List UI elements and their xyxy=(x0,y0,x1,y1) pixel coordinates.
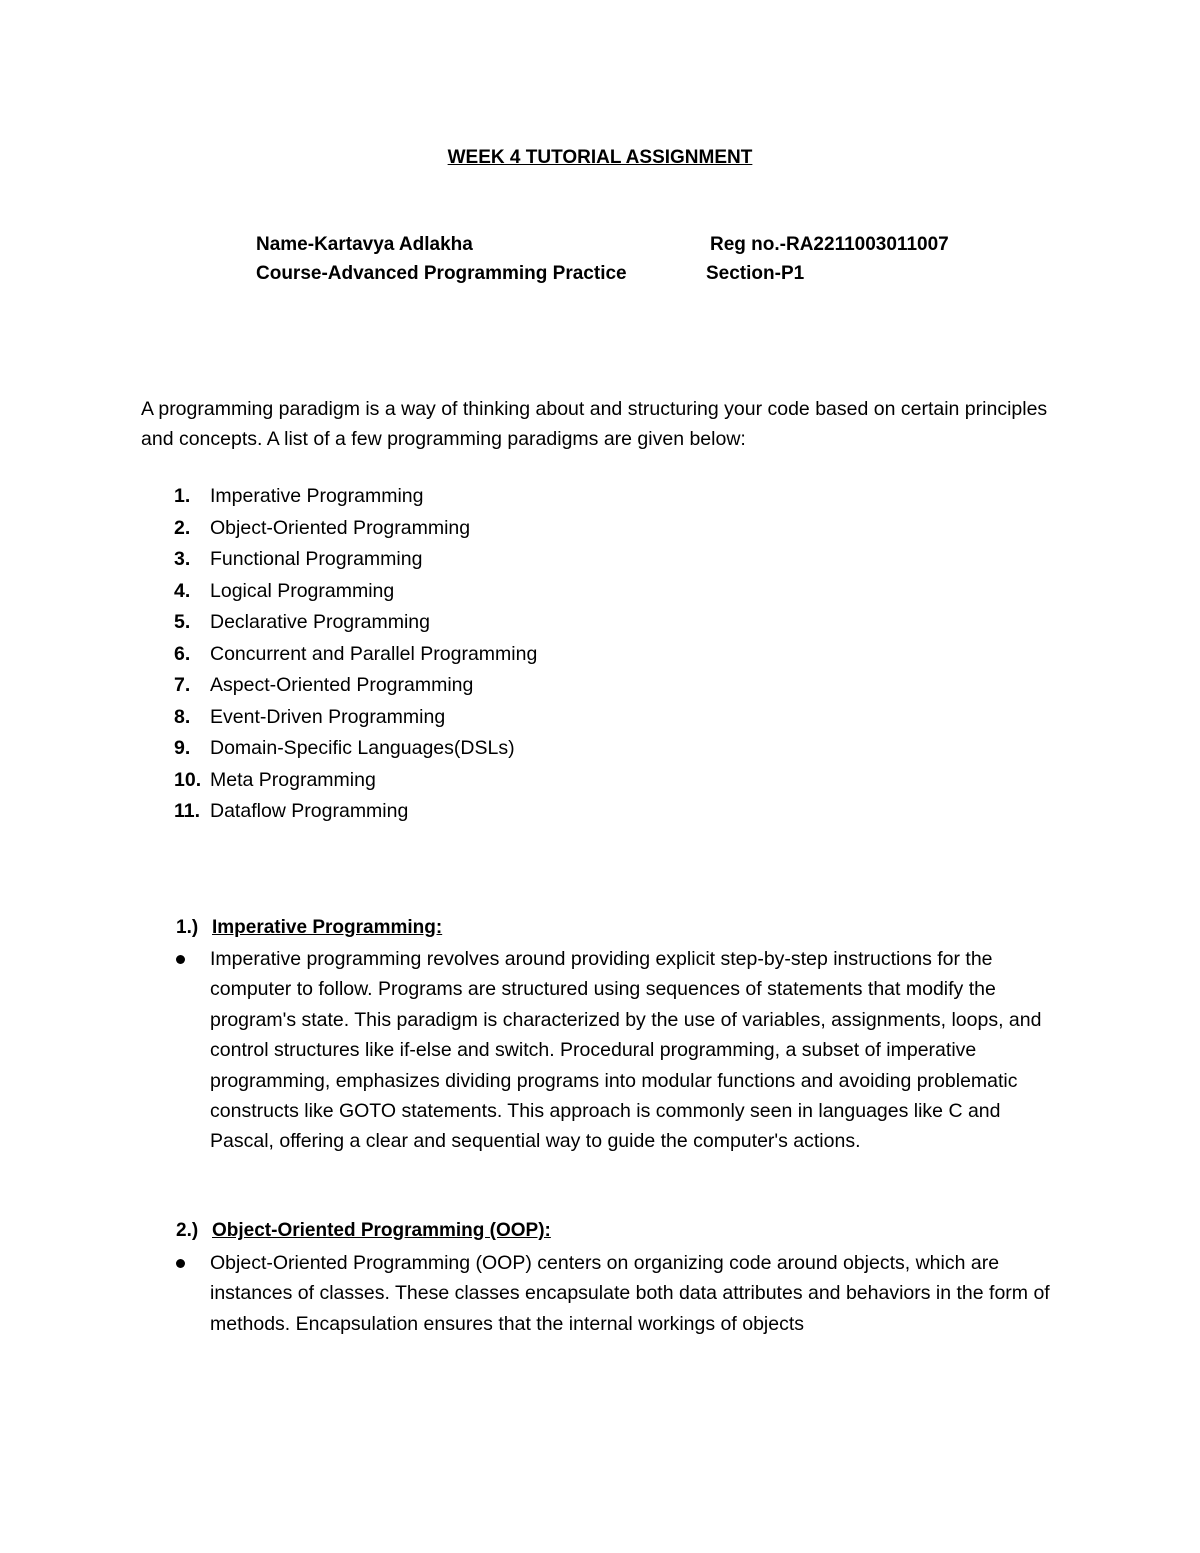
header-row-name xyxy=(256,234,949,256)
section-title: Imperative Programming: xyxy=(212,917,443,938)
reg-number: Reg no.-RA2211003011007 xyxy=(710,234,949,255)
list-item-label: Logical Programming xyxy=(210,579,395,602)
list-item xyxy=(174,544,537,576)
student-name: Name-Kartavya Adlakha xyxy=(256,234,473,255)
header-row-course xyxy=(256,263,805,285)
section-number: 2.) xyxy=(176,1220,199,1241)
list-item xyxy=(174,481,537,513)
list-item-label: Event-Driven Programming xyxy=(210,705,446,728)
bullet-icon xyxy=(176,1259,185,1268)
list-item xyxy=(174,796,537,828)
list-item-number: 11. xyxy=(174,800,201,822)
bullet-text: Imperative programming revolves around providing explicit step-by-step instructions for the computer to follow. Programs are structured using sequences of statements that modify the program's state. This paradigm is characterized by the use of variables, assignments, loops, and control structures like if-else and switch. Procedural programming, a subset of imperative programming, emphasizes dividing programs into modular functions and avoiding problematic constructs like GOTO statements. This approach is commonly seen in languages like C and Pascal, offering a clear and sequential way to guide the computer's actions. xyxy=(210,948,1042,1153)
course-name: Course-Advanced Programming Practice xyxy=(256,263,627,284)
section-heading-oop xyxy=(176,1220,551,1242)
list-item-label: Concurrent and Parallel Programming xyxy=(210,642,538,665)
list-item-number: 7. xyxy=(174,674,191,696)
list-item xyxy=(174,765,537,797)
section-name: Section-P1 xyxy=(706,263,805,284)
bullet-icon xyxy=(176,955,185,964)
paradigm-list xyxy=(174,481,537,828)
list-item-label: Meta Programming xyxy=(210,768,376,791)
list-item-number: 6. xyxy=(174,642,191,665)
list-item-label: Aspect-Oriented Programming xyxy=(210,674,474,696)
list-item-number: 5. xyxy=(174,611,191,633)
list-item xyxy=(174,670,537,702)
intro-paragraph: A programming paradigm is a way of thinking about and structuring your code based on certain principles and concepts. A list of a few programming paradigms are given below: xyxy=(141,398,1048,450)
list-item-number: 1. xyxy=(174,485,191,507)
list-item-label: Dataflow Programming xyxy=(210,800,409,822)
list-item-label: Imperative Programming xyxy=(210,485,424,507)
document-title: WEEK 4 TUTORIAL ASSIGNMENT xyxy=(447,147,753,168)
list-item-number: 2. xyxy=(174,516,191,539)
section-number: 1.) xyxy=(176,917,199,938)
list-item-label: Domain-Specific Languages(DSLs) xyxy=(210,737,515,759)
list-item xyxy=(174,733,537,765)
list-item-number: 9. xyxy=(174,737,191,759)
list-item xyxy=(174,702,537,734)
list-item-number: 10. xyxy=(174,768,202,791)
bullet-text: Object-Oriented Programming (OOP) centers on organizing code around objects, which are instances of classes. These classes encapsulate both data attributes and behaviors in the form of methods. Encapsulation ensures that the internal workings of objects xyxy=(210,1252,1050,1335)
list-item-label: Declarative Programming xyxy=(210,611,430,633)
section-heading-imperative xyxy=(176,917,442,939)
list-item-label: Object-Oriented Programming xyxy=(210,516,471,539)
section-title: Object-Oriented Programming (OOP): xyxy=(212,1220,551,1241)
list-item xyxy=(174,576,537,608)
list-item-number: 8. xyxy=(174,705,191,728)
list-item-number: 4. xyxy=(174,579,191,602)
list-item-label: Functional Programming xyxy=(210,548,423,570)
list-item-number: 3. xyxy=(174,548,191,570)
list-item xyxy=(174,639,537,671)
list-item xyxy=(174,607,537,639)
list-item xyxy=(174,513,537,545)
